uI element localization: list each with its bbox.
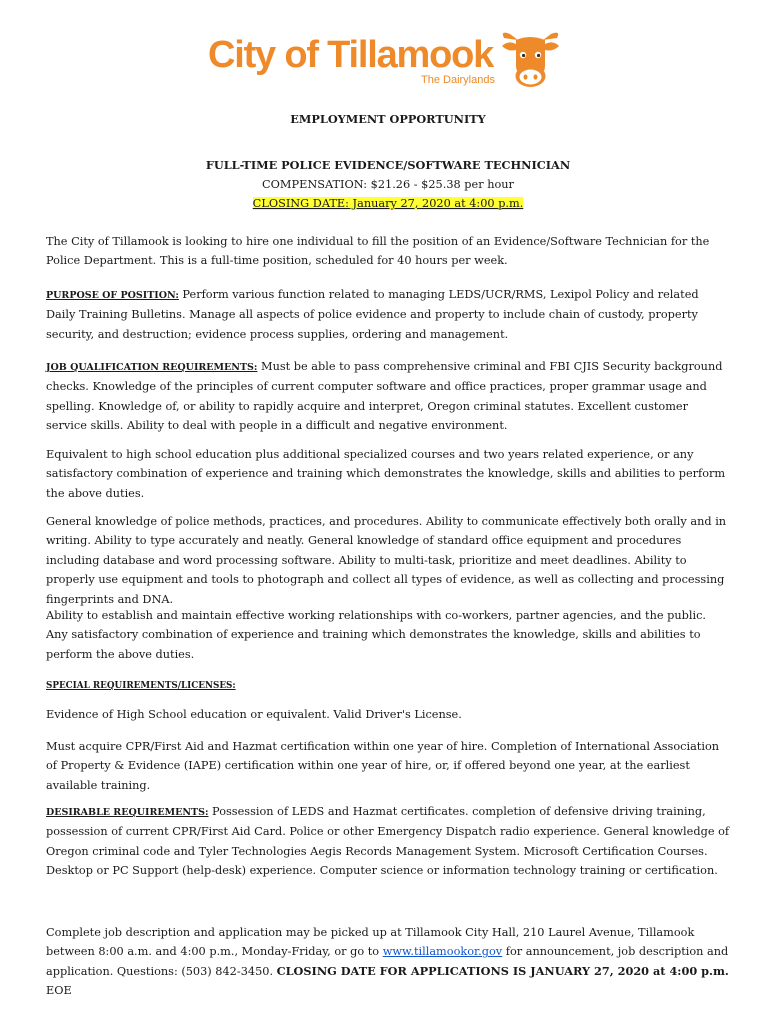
- closing-date-statement: CLOSING DATE FOR APPLICATIONS IS JANUARY 27, 2020 at 4:00 p.m.: [276, 963, 729, 978]
- city-website-link[interactable]: www.tillamookor.gov: [382, 945, 503, 959]
- eoe-label: EOE: [46, 984, 72, 998]
- intro-paragraph: The City of Tillamook is looking to hire one individual to fill the position of an Evidence/Software Technician for the Police Department. This is a full-time position, scheduled for 40 hours per week.: [46, 235, 710, 268]
- special-requirements-heading-line: [46, 675, 730, 696]
- logo-wordmark: City of Tillamook: [208, 34, 494, 76]
- desirable-text: Possession of LEDS and Hazmat certificates. completion of defensive driving training, possession of current CPR/First Aid Card. Police or other Emergency Dispatch radio experience. General knowledge of Oregon criminal code and Tyler Technologies Aegis Records Management System. Microsoft Certification Courses. Desktop or PC Support (help-desk) experience. Computer science or information technology training or certification.: [46, 805, 730, 878]
- logo-tagline: The Dairylands: [421, 74, 495, 86]
- purpose-heading: PURPOSE OF POSITION:: [46, 290, 179, 301]
- special-requirements-heading: SPECIAL REQUIREMENTS/LICENSES:: [46, 681, 236, 691]
- special-requirement-2: Must acquire CPR/First Aid and Hazmat certification within one year of hire. Completion of International Association of Property & Evidence (IAPE) certification within one year of hire, or, if offered beyond one year, at the earliest available training.: [46, 740, 720, 792]
- qualifications-heading: JOB QUALIFICATION REQUIREMENTS:: [46, 362, 258, 373]
- purpose-text: Perform various function related to managing LEDS/UCR/RMS, Lexipol Policy and related Daily Training Bulletins. Manage all aspects of police evidence and property to include chain of custody, property security, and destruction; evidence process supplies, ordering and management.: [46, 288, 699, 341]
- general-knowledge-paragraph: General knowledge of police methods, practices, and procedures. Ability to communicate effectively both orally and in writing. Ability to type accurately and neatly. General knowledge of standard office equipment and procedures including database and word processing software. Ability to multi-task, prioritize and meet deadlines. Ability to properly use equipment and tools to photograph and collect all types of evidence, as well as collecting and processing fingerprints and DNA.: [46, 515, 727, 606]
- desirable-heading: DESIRABLE REQUIREMENTS:: [46, 807, 209, 818]
- equivalent-paragraph: Equivalent to high school education plus additional specialized courses and two years related experience, or any satisfactory combination of experience and training which demonstrates the knowledge, skills and abilities to perform the above duties.: [46, 448, 726, 500]
- special-requirement-1: Evidence of High School education or equivalent. Valid Driver's License.: [46, 708, 462, 721]
- qualifications-text: Must be able to pass comprehensive criminal and FBI CJIS Security background checks. Knowledge of the principles of current computer software and office practices, proper grammar usage and spelling. Knowledge of, or ability to rapidly acquire and interpret, Oregon criminal statutes. Excellent customer service skills. Ability to deal with people in a difficult and negative environment.: [46, 360, 723, 433]
- application-info: [46, 923, 730, 1001]
- relationships-paragraph: Ability to establish and maintain effective working relationships with co-workers, partner agencies, and the public. Any satisfactory combination of experience and training which demonstrates the knowledge, skills and abilities to perform the above duties.: [46, 609, 707, 661]
- application-text-2: for announcement, job description and application. Questions: (503) 842-3450.: [46, 945, 729, 978]
- desirable-section: [46, 802, 730, 881]
- cow-head-icon: [498, 28, 563, 90]
- employment-heading: EMPLOYMENT OPPORTUNITY: [290, 112, 486, 126]
- application-text-1: Complete job description and application may be picked up at Tillamook City Hall, 210 Laurel Avenue, Tillamook between 8:00 a.m. and 4:00 p.m., Monday-Friday, or go to: [46, 926, 695, 959]
- city-logo: [208, 28, 563, 93]
- position-title: FULL-TIME POLICE EVIDENCE/SOFTWARE TECHNICIAN: [205, 158, 571, 172]
- compensation-line: COMPENSATION: $21.26 - $25.38 per hour: [262, 178, 514, 191]
- closing-date-highlight: CLOSING DATE: January 27, 2020 at 4:00 p.m.: [252, 197, 524, 210]
- purpose-section: [46, 285, 730, 344]
- qualifications-section: [46, 357, 730, 436]
